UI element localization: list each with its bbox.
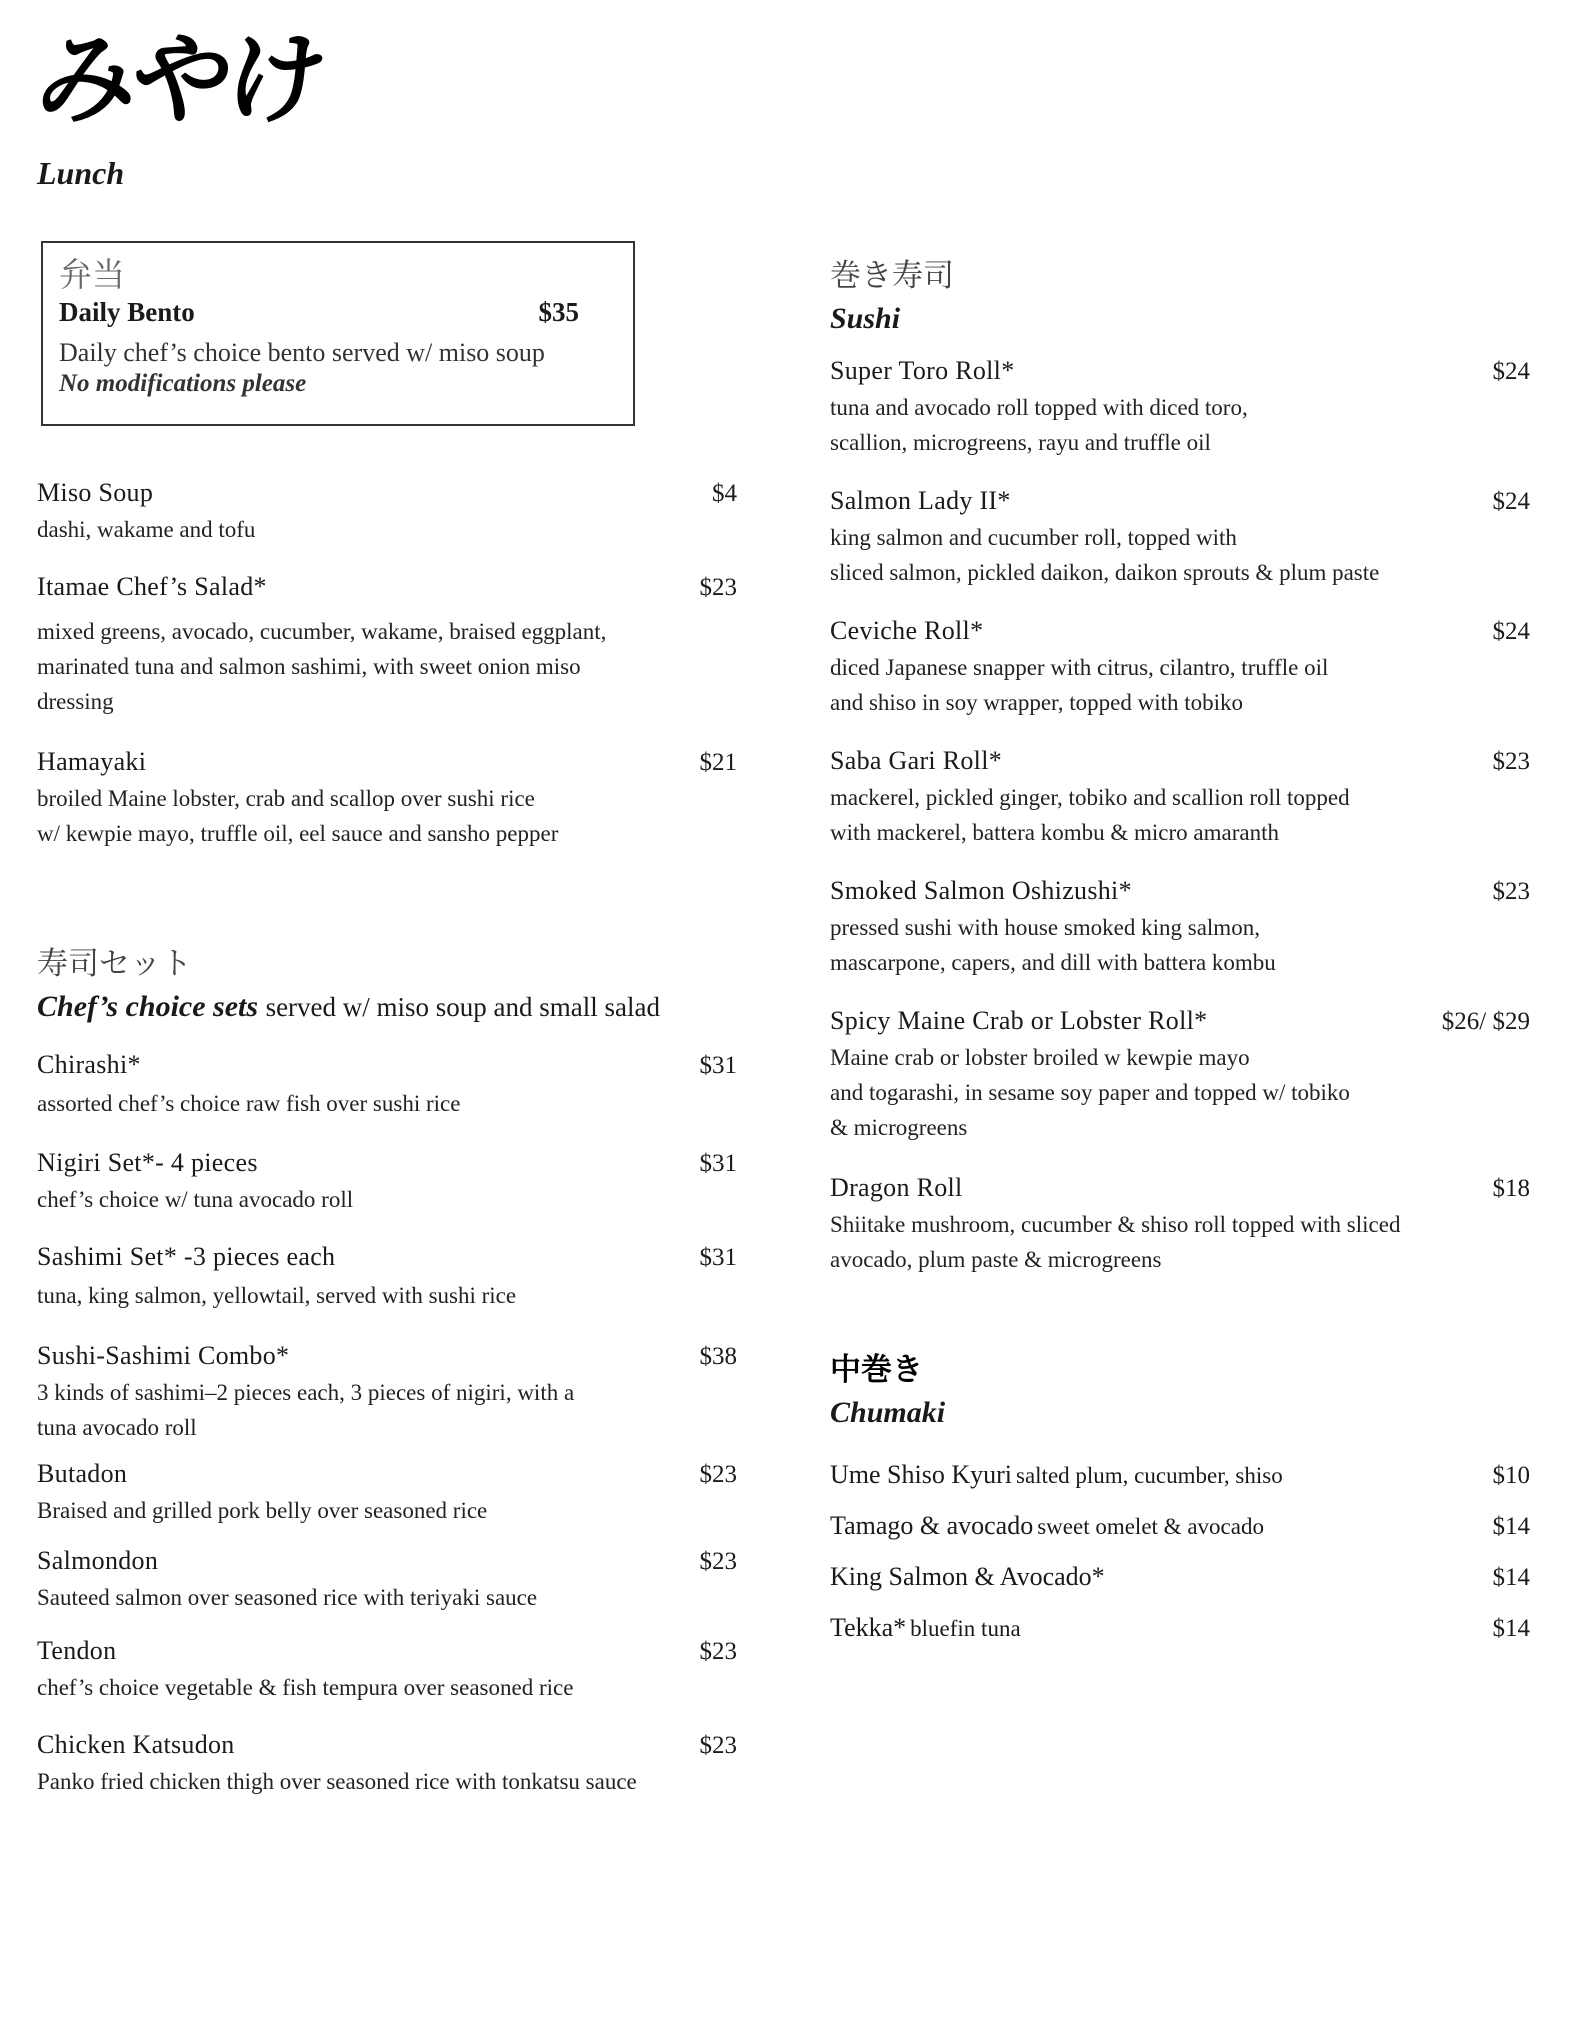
item-desc-line: with mackerel, battera kombu & micro amaranth: [830, 820, 1279, 845]
item-desc-line: broiled Maine lobster, crab and scallop over sushi rice: [37, 786, 535, 811]
item-price: $21: [699, 749, 737, 776]
item-name: Sushi-Sashimi Combo*: [37, 1341, 290, 1370]
item-desc-line: and togarashi, in sesame soy paper and topped w/ tobiko: [830, 1080, 1350, 1105]
bento-jp-title: 弁当: [59, 255, 125, 294]
menu-item: [37, 1148, 737, 1217]
menu-item: [37, 747, 737, 851]
item-desc-line: assorted chef’s choice raw fish over sushi rice: [37, 1091, 461, 1116]
item-price: $31: [699, 1244, 737, 1271]
item-price: $24: [1492, 618, 1530, 645]
sets-jp-title: 寿司セット: [37, 946, 192, 982]
item-price: $4: [712, 480, 737, 507]
menu-item: [37, 1730, 737, 1799]
menu-item: [37, 1242, 737, 1313]
item-desc: salted plum, cucumber, shiso: [1016, 1463, 1283, 1488]
bento-note: No modifications please: [59, 370, 307, 398]
item-name: Sashimi Set* -3 pieces each: [37, 1242, 336, 1271]
item-desc-line: tuna avocado roll: [37, 1415, 197, 1440]
item-price: $38: [699, 1343, 737, 1370]
item-name: Nigiri Set*- 4 pieces: [37, 1148, 258, 1177]
item-desc-line: Sauteed salmon over seasoned rice with teriyaki sauce: [37, 1585, 538, 1610]
item-price: $31: [699, 1150, 737, 1177]
item-desc-line: avocado, plum paste & microgreens: [830, 1247, 1162, 1272]
item-desc-line: king salmon and cucumber roll, topped with: [830, 525, 1237, 550]
item-name: King Salmon & Avocado*: [830, 1562, 1105, 1591]
menu-item: [830, 746, 1530, 850]
item-desc-line: Maine crab or lobster broiled w kewpie mayo: [830, 1045, 1250, 1070]
chumaki-title: Chumaki: [830, 1396, 946, 1429]
item-desc-line: Panko fried chicken thigh over seasoned rice with tonkatsu sauce: [37, 1769, 637, 1794]
chumaki-item: [830, 1460, 1530, 1490]
item-price: $14: [1492, 1615, 1530, 1642]
item-desc-line: dashi, wakame and tofu: [37, 517, 256, 542]
item-name: Spicy Maine Crab or Lobster Roll*: [830, 1006, 1208, 1035]
chumaki-item: [830, 1562, 1530, 1592]
bento-name: Daily Bento: [59, 297, 195, 328]
item-name: Hamayaki: [37, 747, 147, 776]
item-name: Itamae Chef’s Salad*: [37, 572, 267, 601]
item-price: $23: [1492, 748, 1530, 775]
sushi-title: Sushi: [830, 302, 901, 335]
item-desc-line: scallion, microgreens, rayu and truffle oil: [830, 430, 1211, 455]
bento-box: [41, 241, 635, 426]
menu-item: [830, 356, 1530, 460]
item-name: Super Toro Roll*: [830, 356, 1015, 385]
item-name: Saba Gari Roll*: [830, 746, 1003, 775]
item-desc-line: sliced salmon, pickled daikon, daikon sprouts & plum paste: [830, 560, 1380, 585]
item-name: Salmondon: [37, 1546, 159, 1575]
item-name: Butadon: [37, 1459, 128, 1488]
item-price: $31: [699, 1052, 737, 1079]
sets-title: [37, 990, 660, 1024]
chumaki-item: [830, 1613, 1530, 1643]
menu-item: [830, 616, 1530, 720]
item-price: $23: [1492, 878, 1530, 905]
menu-item: [37, 1050, 737, 1121]
item-price: $23: [699, 1548, 737, 1575]
item-name: Tekka*: [830, 1613, 907, 1642]
item-name: Smoked Salmon Oshizushi*: [830, 876, 1132, 905]
item-price: $14: [1492, 1513, 1530, 1540]
item-name: Chirashi*: [37, 1050, 141, 1079]
item-name: Salmon Lady II*: [830, 486, 1011, 515]
item-name: Ceviche Roll*: [830, 616, 984, 645]
item-name: Tamago & avocado: [830, 1511, 1034, 1540]
item-price: $18: [1492, 1175, 1530, 1202]
item-name: Dragon Roll: [830, 1173, 963, 1202]
item-price: $23: [699, 1638, 737, 1665]
item-price: $26/ $29: [1441, 1008, 1530, 1035]
item-desc-line: chef’s choice w/ tuna avocado roll: [37, 1187, 354, 1212]
item-name: Ume Shiso Kyuri: [830, 1460, 1012, 1489]
menu-subtitle: Lunch: [37, 155, 125, 191]
menu-item: [37, 1459, 737, 1528]
item-desc-line: mascarpone, capers, and dill with battera kombu: [830, 950, 1276, 975]
item-desc-line: tuna, king salmon, yellowtail, served with sushi rice: [37, 1283, 517, 1308]
item-name: Chicken Katsudon: [37, 1730, 235, 1759]
restaurant-logo: みやけ: [29, 21, 329, 138]
menu-item: [830, 876, 1530, 980]
menu-item: [37, 1341, 737, 1445]
bento-desc: Daily chef’s choice bento served w/ miso soup: [59, 338, 545, 368]
item-price: $23: [699, 1461, 737, 1488]
item-desc-line: & microgreens: [830, 1115, 968, 1140]
menu-item: [37, 572, 737, 719]
item-desc-line: mixed greens, avocado, cucumber, wakame, braised eggplant,: [37, 619, 607, 644]
item-desc-line: Shiitake mushroom, cucumber & shiso roll topped with sliced: [830, 1212, 1401, 1237]
item-price: $14: [1492, 1564, 1530, 1591]
item-desc-line: 3 kinds of sashimi–2 pieces each, 3 pieces of nigiri, with a: [37, 1380, 575, 1405]
sushi-jp-title: 巻き寿司: [830, 258, 954, 294]
item-desc-line: pressed sushi with house smoked king salmon,: [830, 915, 1260, 940]
chumaki-jp-title: 中巻き: [830, 1352, 923, 1388]
item-desc-line: mackerel, pickled ginger, tobiko and scallion roll topped: [830, 785, 1350, 810]
menu-item: [830, 1006, 1530, 1145]
item-desc-line: chef’s choice vegetable & fish tempura over seasoned rice: [37, 1675, 574, 1700]
item-name: Miso Soup: [37, 478, 154, 507]
menu-item: [830, 486, 1530, 590]
item-price: $10: [1492, 1462, 1530, 1489]
menu-item: [37, 1636, 737, 1705]
item-desc-line: and shiso in soy wrapper, topped with tobiko: [830, 690, 1244, 715]
item-desc-line: Braised and grilled pork belly over seasoned rice: [37, 1498, 488, 1523]
item-desc: bluefin tuna: [910, 1616, 1021, 1641]
sets-subtitle: served w/ miso soup and small salad: [265, 992, 661, 1022]
item-desc-line: w/ kewpie mayo, truffle oil, eel sauce and sansho pepper: [37, 821, 559, 846]
item-desc-line: dressing: [37, 689, 114, 714]
item-desc-line: marinated tuna and salmon sashimi, with sweet onion miso: [37, 654, 581, 679]
menu-item: [37, 1546, 737, 1615]
item-desc: sweet omelet & avocado: [1037, 1514, 1264, 1539]
item-desc-line: tuna and avocado roll topped with diced toro,: [830, 395, 1248, 420]
item-desc-line: diced Japanese snapper with citrus, cilantro, truffle oil: [830, 655, 1329, 680]
item-price: $24: [1492, 358, 1530, 385]
item-name: Tendon: [37, 1636, 117, 1665]
item-price: $23: [699, 574, 737, 601]
menu-item: [830, 1173, 1530, 1277]
menu-item: [37, 478, 737, 547]
chumaki-item: [830, 1511, 1530, 1541]
item-price: $24: [1492, 488, 1530, 515]
sets-title-text: Chef’s choice sets: [37, 990, 259, 1023]
bento-price: $35: [538, 297, 579, 328]
item-price: $23: [699, 1732, 737, 1759]
